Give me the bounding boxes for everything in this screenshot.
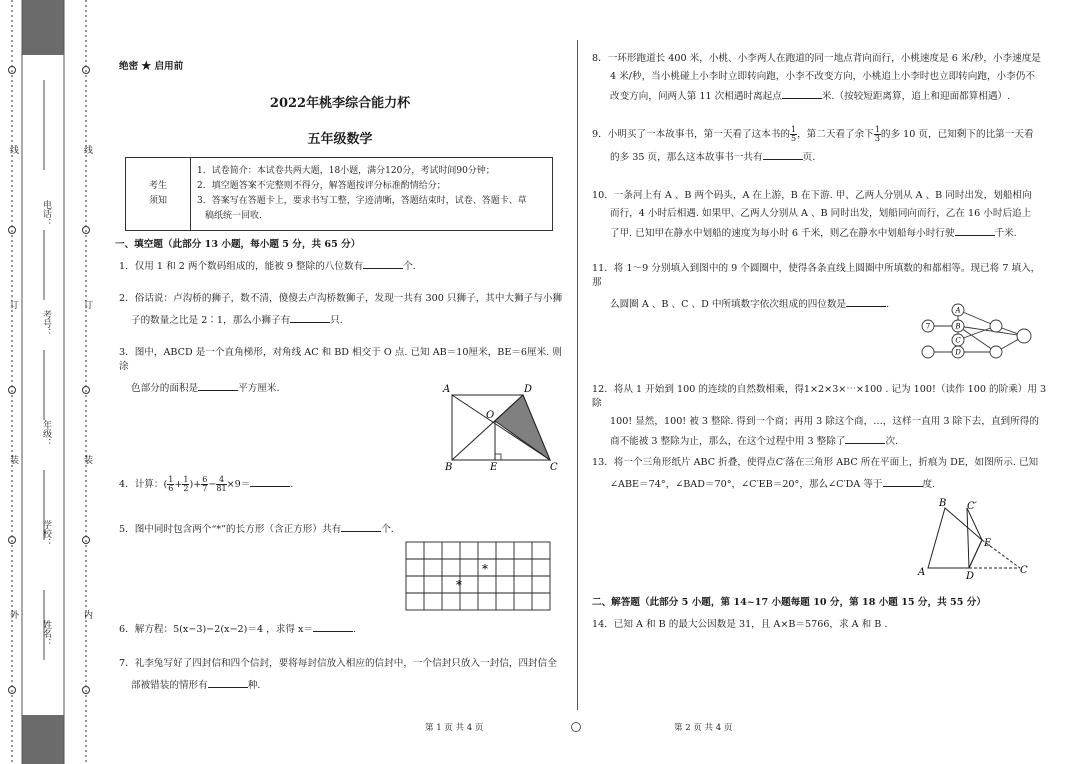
- q6-answer-blank[interactable]: [313, 621, 353, 632]
- q4-op-plus: +: [193, 479, 202, 490]
- q11-circle-diagram: [912, 300, 1042, 362]
- q9-part2: ，第二天看了余下: [797, 129, 874, 140]
- q1-text: 1．仅用 1 和 2 两个数码组成的，能被 9 整除的八位数有: [119, 261, 364, 272]
- q13-label-b: B: [939, 498, 947, 509]
- q9-part3: 的多 10 页，已知剩下的比第一天看: [880, 129, 1034, 140]
- q7-answer-blank[interactable]: [208, 677, 248, 688]
- exam-title: 2022年桃李综合能力杯: [269, 96, 411, 111]
- q6-end: .: [352, 624, 357, 635]
- q7-line2: 部被错装的情形有: [131, 680, 208, 691]
- question-6: [119, 621, 356, 637]
- q11-node: [1017, 329, 1031, 343]
- q3-end: 平方厘米.: [238, 383, 280, 394]
- question-1: [119, 258, 416, 274]
- q4-plus: +: [174, 479, 183, 490]
- outer-ding: 订: [8, 300, 18, 309]
- field-phone[interactable]: 电话：: [41, 200, 51, 227]
- q11-node: [990, 320, 1002, 332]
- q8-line2: 4 米/秒，当小桃碰上小李时立即转向跑，小李不改变方向，小桃追上小李时也立即转向跑，小李仍不: [610, 71, 1035, 82]
- inner-xian: 线: [82, 145, 92, 154]
- q5-star-1: *: [482, 562, 488, 576]
- q11-label-a: A: [955, 306, 961, 315]
- instruction-line: 2．填空题答案不完整则不得分，解答题按评分标准酌情给分；: [197, 181, 446, 191]
- q1-end: 个.: [403, 261, 416, 272]
- question-7: [119, 657, 569, 693]
- footer-left-page-number: 第 1 页 共 4 页: [425, 723, 484, 733]
- q3-label-e: E: [490, 462, 498, 472]
- q4-end: .: [290, 479, 294, 490]
- q13-end: 度.: [922, 479, 936, 490]
- field-exam-number[interactable]: 考号：: [41, 310, 51, 337]
- q5-text: 5．图中同时包含两个“*”的长方形（含正方形）共有: [119, 524, 342, 535]
- instructions-label-line2: 须知: [148, 196, 167, 206]
- q12-answer-blank[interactable]: [845, 433, 885, 444]
- q9-line2: 的多 35 页，那么这本故事书一共有: [610, 152, 763, 163]
- binding-graphics: [0, 0, 105, 764]
- question-5: [119, 521, 394, 537]
- right-page: [582, 0, 1052, 764]
- left-page: [105, 0, 575, 764]
- inner-label: 内: [82, 610, 92, 619]
- exam-subtitle: 五年级数学: [307, 132, 373, 147]
- q12-line3: 商不能被 3 整除为止，那么，在这个过程中用 3 整除了: [610, 436, 846, 447]
- q13-answer-blank[interactable]: [883, 476, 923, 487]
- q4-prefix: 4．计算：: [119, 479, 164, 490]
- q4-op-minus: −: [208, 479, 217, 490]
- q11-node: [922, 346, 934, 358]
- q11-end: .: [886, 299, 890, 310]
- q2-line2: 子的数量之比是 2∶1，那么小狮子有: [131, 315, 291, 326]
- q9-end: 页.: [802, 152, 816, 163]
- section1-title: 一、填空题（此部分 13 小题，每小题 5 分，共 65 分）: [115, 239, 361, 250]
- question-14: 14．已知 A 和 B 的最大公因数是 31，且 A×B＝5766，求 A 和 B .: [592, 619, 888, 630]
- question-8: [592, 52, 1047, 104]
- q9-answer-blank[interactable]: [763, 149, 803, 160]
- q12-line2: 100! 显然，100! 被 3 整除. 得到一个商；再用 3 除这个商，…，这样一直用 3 除下去，直到所得的: [610, 416, 1039, 427]
- q6-text: 6．解方程：5(x−3)−2(x−2)＝4 ，求得 x＝: [119, 624, 313, 635]
- binding-gray-top: [22, 0, 64, 55]
- q5-end: 个.: [381, 524, 394, 535]
- q10-line3: 了甲. 已知甲在静水中划船的速度为每小时 6 千米，则乙在静水中划船每小时行驶: [610, 228, 955, 239]
- instructions-table: [125, 157, 553, 231]
- q11-line2: 么圆圈 A 、B 、C 、D 中所填数字依次组成的四位数是: [610, 299, 847, 310]
- q10-end: 千米.: [994, 228, 1017, 239]
- instructions-label: [126, 158, 191, 231]
- q11-label-seven: 7: [925, 322, 931, 331]
- footer-right-page-number: 第 2 页 共 4 页: [674, 723, 733, 733]
- q2-line1: 2．俗话说：卢沟桥的狮子，数不清，傻傻去卢沟桥数狮子，发现一共有 300 只狮子，其中大狮子与小狮: [119, 293, 563, 304]
- q12-line1: 12．将从 1 开始到 100 的连续的自然数相乘，得1×2×3×⋯×100 . 记为 100!（读作 100 的阶乘）用 3 除: [592, 384, 1047, 409]
- q13-fold-figure: [912, 496, 1037, 581]
- outer-label: 外: [8, 610, 18, 619]
- q11-answer-blank[interactable]: [846, 296, 886, 307]
- q3-line2: 色部分的面积是: [131, 383, 199, 394]
- question-2: [119, 292, 569, 328]
- q4-frac-4: $\frac{4}{81}$: [216, 475, 227, 493]
- q13-label-e: E: [984, 538, 992, 549]
- q3-line1: 3．图中，ABCD 是一个直角梯形，对角线 AC 和 BD 相交于 O 点. 已知 AB＝10厘米，BE＝6厘米. 则涂: [119, 347, 562, 372]
- binding-gray-bottom: [22, 715, 64, 764]
- q3-shaded-region: [495, 395, 550, 460]
- q8-end: 米.（按较短距离算，追上和迎面都算相遇）.: [821, 91, 1011, 102]
- q5-grid-figure: [405, 541, 557, 613]
- instruction-line: 3．答案写在答题卡上，要求书写工整，字迹清晰，答题结束时，试卷、答题卡、草: [197, 196, 527, 206]
- instructions-body: [191, 158, 553, 231]
- q4-tail: ×9＝: [226, 479, 251, 490]
- q4-frac-3: $\frac{6}{7}$: [202, 475, 208, 493]
- question-12: [592, 383, 1047, 449]
- q10-answer-blank[interactable]: [955, 225, 995, 236]
- q2-end: 只.: [330, 315, 343, 326]
- q11-node: [990, 346, 1002, 358]
- center-divider: [577, 40, 578, 710]
- q5-answer-blank[interactable]: [341, 521, 381, 532]
- q7-line1: 7．礼李兔写好了四封信和四个信封，要将每封信放入相应的信封中，一个信封只放入一封信，四封信全: [119, 658, 557, 669]
- q3-label-a: A: [443, 384, 451, 395]
- center-circle-icon: [571, 722, 581, 732]
- binding-strip: [0, 0, 105, 764]
- q3-label-b: B: [445, 462, 453, 472]
- q9-part1: 9．小明买了一本故事书，第一天看了这本书的: [592, 129, 790, 140]
- q3-trapezoid-figure: [435, 380, 565, 472]
- q13-label-c: C: [1020, 565, 1028, 576]
- q7-end: 种.: [247, 680, 261, 691]
- outer-xian: 线: [8, 145, 18, 154]
- q13-label-d: D: [966, 571, 975, 581]
- q3-label-d: D: [524, 384, 533, 395]
- section2-title: 二、解答题（此部分 5 小题，第 14~17 小题每题 10 分，第 18 小题 15 分，共 55 分）: [592, 597, 986, 608]
- question-13: [592, 456, 1047, 492]
- q9-frac-2: $\frac{1}{3}$: [874, 125, 880, 143]
- q2-answer-blank[interactable]: [290, 312, 330, 323]
- q4-answer-blank[interactable]: [250, 476, 290, 487]
- q8-answer-blank[interactable]: [782, 88, 822, 99]
- question-4: 4．计算：( $\frac{1}{6}$ + $\frac{1}{2}$ )+ $\frac{6}{7}$ − $\frac{4}{81}$ ×9＝ .: [119, 475, 294, 493]
- q11-label-d: D: [955, 348, 961, 357]
- q13-label-a: A: [918, 567, 926, 578]
- instruction-line: 稿纸统一回收.: [205, 211, 262, 221]
- q11-line1: 11．将 1～9 分别填入到图中的 9 个圆圈中，使得各条直线上圆圈中所填数的和都相等。现已将 7 填入，那: [592, 263, 1041, 288]
- secret-label: 绝密 ★ 启用前: [119, 61, 184, 72]
- q10-line1: 10．一条河上有 A 、B 两个码头，A 在上游，B 在下游. 甲、乙两人分别从 A 、B 同时出发，划船相向: [592, 190, 1032, 201]
- outer-zhuang: 装: [8, 455, 18, 464]
- q11-label-b: B: [955, 322, 961, 331]
- q4-frac-2: $\frac{1}{2}$: [183, 475, 189, 493]
- q3-label-o: O: [486, 410, 495, 421]
- instruction-line: 1．试卷简介：本试卷共两大题，18小题，满分120分，考试时间90分钟；: [197, 166, 495, 176]
- field-grade[interactable]: 年级：: [41, 420, 51, 447]
- question-9: [592, 126, 1047, 165]
- question-10: [592, 189, 1047, 241]
- instructions-label-line1: 考生: [148, 181, 167, 191]
- field-name[interactable]: 姓名：: [41, 620, 51, 647]
- q13-line1: 13．将一个三角形纸片 ABC 折叠，使得点C′落在三角形 ABC 所在平面上，折痕为 DE，如图所示. 已知: [592, 457, 1039, 468]
- q8-line3: 改变方向，问两人第 11 次相遇时离起点: [610, 91, 782, 102]
- q5-star-2: *: [456, 578, 462, 592]
- inner-ding: 订: [82, 300, 92, 309]
- q11-label-c: C: [955, 336, 961, 345]
- q4-frac-1: $\frac{1}{6}$: [168, 475, 174, 493]
- q3-label-c: C: [550, 462, 558, 472]
- q1-answer-blank[interactable]: [363, 258, 403, 269]
- q13-label-c-prime: C′: [967, 501, 977, 512]
- q8-line1: 8．一环形跑道长 400 米，小桃、小李两人在跑道的同一地点背向而行，小桃速度是 6 米/秒，小李速度是: [592, 53, 1041, 64]
- q13-line2: ∠ABE＝74°，∠BAD＝70°，∠C′EB＝20°，那么∠C′DA 等于: [610, 479, 883, 490]
- q3-answer-blank[interactable]: [198, 380, 238, 391]
- q10-line2: 而行，4 小时后相遇. 如果甲、乙两人分别从 A 、B 同时出发，划船同向而行，乙在 16 小时后追上: [610, 208, 1032, 219]
- q12-end: 次.: [885, 436, 899, 447]
- inner-zhuang: 装: [82, 455, 92, 464]
- q9-frac-1: $\frac{1}{5}$: [790, 125, 797, 143]
- field-school[interactable]: 学校：: [41, 520, 51, 547]
